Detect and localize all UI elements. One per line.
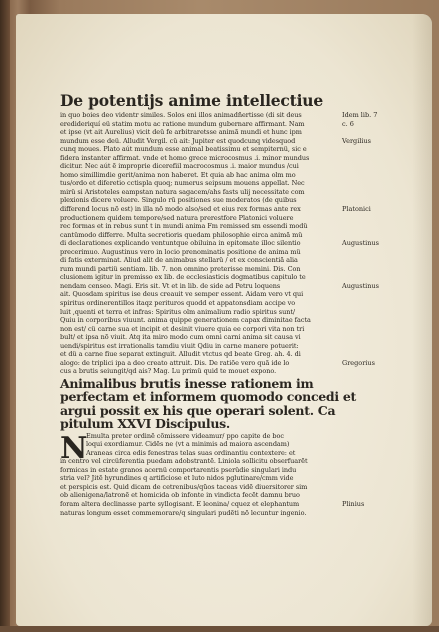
text-line: tus/ordo et diferetio cctispla quoq; numerus seipsum mouens appellat. Nec [60, 179, 305, 188]
text-line: dicitur. Nec aút ẽ improprie dicerefiil macrocosmus .i. maior mundus /cui [60, 162, 299, 171]
text-line: argui possit ex his que operari solent. Ca [60, 402, 336, 418]
text-line: formicas in estate granos acernü comportarentis pserüdie singulari indu [60, 465, 297, 474]
text-line: Araneas circa edis fenestras telas suas ordinantiu contextere: et [86, 448, 296, 457]
section-title [60, 375, 356, 432]
text-line: foram altera declinasse parte syllogisant. E leonina/ cquez et elephantum [60, 499, 300, 508]
text-line: rum mundi partiü sentiam. lib. 7. non omnino preterisse memini. Dis. Con [60, 264, 301, 273]
text-line: Emulta preter ordinẽ cõmissere videamur/ ppo capite de boc [86, 431, 284, 440]
text-line: Quiu in corporibus viuunt. anima quippe generationem capax diminitae facta [60, 316, 311, 325]
book-bottom-edge [0, 626, 439, 632]
marginal-note: Vergilius [342, 136, 371, 145]
paragraph-1 [60, 111, 338, 376]
text-line: rec formas et in rebus sunt t in mundi anima Fm remissed sm essendi modü [60, 222, 308, 231]
book-page [16, 14, 432, 626]
text-line: Animalibus brutis inesse rationem im [60, 375, 314, 391]
text-line: ob alienigena/latronẽ et homicida ob infonte in vindicta fecẽt damnu bruo [60, 491, 300, 500]
text-line: productionem quidem tempore/sed natura prerestfore Platonici voluere [60, 213, 294, 222]
paragraph-2 [60, 432, 338, 517]
text-line: et perspicis est. Quid dicam de cetrenibus/qũos taceas vidẽ diuersitorer sim [60, 482, 308, 491]
text-line: in centro vel circüferentia puedam adobstrantẽ. Liniola sollicitu obserfuarẽt [60, 457, 308, 466]
book-spine-edge [0, 0, 10, 632]
text-line: di fatis exterminat. Aliud alit de animabus stellarü / et ex conscientiã alia [60, 256, 298, 265]
marginal-note: Plinius [342, 500, 365, 509]
chapter-heading: De potentijs anime intellectiue [60, 91, 324, 110]
paragraph-2-opening [60, 432, 338, 458]
text-line: clusionem igitur in premisso ex lib. de ecclesiasticis dogmatibus capitulo te [60, 273, 306, 282]
text-line: cantümodo differre. Multa secretioris quedam philosophie eirca animã mü [60, 230, 303, 239]
marginal-note: Augustinus [342, 282, 379, 290]
initial-letter-n-icon: N [60, 430, 88, 466]
text-line: bult/ et ipsa nõ viuit. Atq ita miro modo cum omni carni anima sit causa vi [60, 333, 301, 342]
page-edge-shadow [412, 14, 432, 626]
text-line: homo simillimdie gerit/anima non haberet. Et quia ab hac anima olm mo [60, 170, 296, 179]
text-line: pitulum XXVI Discipulus. [60, 416, 230, 432]
text-line: cus a brutis seiungit/qd ais? Mag. Lu primü quid te mouet expono. [60, 367, 277, 376]
text-line: mundum esse deü. Alludit Vergil. cü ait: Jupiter est quodcunq videsquod [60, 136, 296, 145]
text-line: plexionis dicere voluere. Singulo rū positiones sue moderatos (de quibus [60, 196, 297, 205]
marginal-note: Augustinus [342, 239, 379, 248]
text-line: luit ,quenti et terra et infras: Spiritus olm animalium radio spiritus sunt/ [60, 307, 296, 316]
marginal-note: c. 6 [342, 119, 354, 128]
text-line: stria vel? Jitẽ hyrundines q artificiose et luto nidos pglutinare/cmm vide [60, 474, 294, 483]
text-line: naturas longum esset commemorare/q singulari pudẽti nõ lecuntur ingenio. [60, 508, 307, 517]
marginal-note: Gregorius [342, 358, 375, 367]
marginal-note: Idem lib. 7 [342, 111, 378, 119]
text-line: mirü si Aristoteles eampstan natura sagacem/ahs fasts ulij necessitate com [60, 187, 305, 196]
text-line: uendi/spiritus est irrationalis tamdiu viuit Qdiu in carne manere potuerit: [60, 341, 299, 350]
text-line: perfectam et informem quomodo concedi et [60, 389, 356, 405]
marginal-note: Platonici [342, 205, 371, 214]
text-line: di declarationes explicando ventuntque obiluina in epitomate illoc silentio [60, 239, 301, 248]
text-line: cunq moues. Plato aút mundum esse animal beatissimu et sempiternü, sic e [60, 145, 307, 154]
text-line: et ipse (vt ait Aurelius) vicit deü fe arbitraretsse animã mundi et hunc ipm [60, 128, 302, 137]
text-line: precerimuo. Augustinus vero in locio prenominatis positione de anima mü [60, 247, 301, 256]
text-line: non est/ cü carne sua et incipit et desinit viuere quia ee corpori vita non tri [60, 324, 305, 333]
text-line: differend locus nõ est) in illa nõ modo also/sed et eius rex formas ante rex [60, 205, 301, 214]
text-line: in quo boies deo videntr similes. Solos eni illos animadñertisse (di sit deus [60, 111, 302, 119]
text-line: spiritus ordinerentillos itaqz perituros quodd et appatonsdiam accipe vo [60, 299, 296, 308]
page-paper [16, 14, 432, 626]
paragraph-2-body [60, 457, 338, 517]
text-line: ait. Quosdam spiritus ise deus creauit ve semper essent. Aidam vero vt qui [60, 290, 304, 299]
text-line: alogo: de triplici ipa a deo creato attruit. Dis. De ratiõe vero quã ide lo [60, 358, 290, 367]
text-line: eredideriquí eü statim motu ac ratione mundum gubernare affirmant. Nam [60, 119, 305, 128]
text-line: et dü a carne fiue separat extinguit. Alludit vtctus qd beate Greg. ah. 4. di [60, 350, 301, 359]
text-line: loqui exordiamur. Cidẽs ne (vt a minimis ad maiora ascendam) [86, 440, 290, 449]
text-line: nendam censeo. Magi. Eris sit. Vt et in lib. de side ad Petru loquens [60, 281, 281, 290]
text-line: fidera instanter affirmat. vnde et homo grece microcosmus .i. minor mundus [60, 153, 310, 162]
